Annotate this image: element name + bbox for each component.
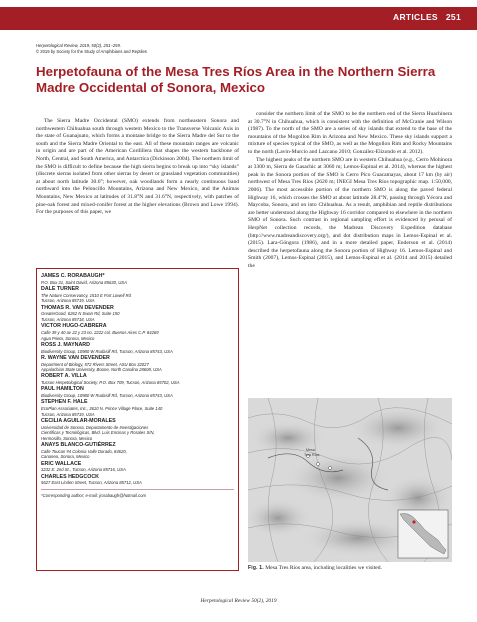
author-box [36, 268, 239, 571]
author-entry [41, 373, 234, 385]
page-footer: Herpetological Review 50(2), 2019 [200, 598, 277, 604]
author-affiliation: Universidad de Sonora, Departamento de Investigaciones [41, 424, 149, 430]
author-entry [41, 442, 234, 460]
journal-copyright: © 2019 by Society for the Study of Amphibians and Reptiles [36, 49, 147, 54]
author-entry [41, 461, 234, 473]
author-affiliation: GreaterGood, 6262 N Swan Rd, Suite 150 [41, 311, 120, 317]
author-entry [41, 273, 234, 285]
author-entry [41, 399, 234, 417]
author-affiliation: P.O. Box 31, Saint David, Arizona 85630, USA [41, 279, 127, 285]
author-name: CECILIA AGUILAR-MORALES [41, 417, 116, 424]
figure-caption-text: Mesa Tres Ríos area, including localities we visited. [265, 565, 382, 571]
journal-citation: Herpetological Review, 2019, 50(2), 251–259. [36, 43, 121, 48]
author-name: ERIC WALLACE [41, 460, 82, 467]
author-affiliation: Department of Biology, 572 Rivers Street, ASU Box 32027 [41, 361, 149, 367]
divider [41, 489, 234, 490]
author-entry [41, 286, 234, 304]
author-name: R. WAYNE VAN DEVENDER [41, 354, 110, 361]
author-entry [41, 323, 234, 341]
corresponding-author-note: *Corresponding author; e-mail: jrorabaugh@hotmail.com [41, 492, 147, 498]
author-name: STEPHEN F. HALE [41, 399, 88, 406]
author-affiliation: 3232 E. 2nd St., Tucson, Arizona 85716, USA [41, 467, 126, 473]
map-label: Tres Ríos [304, 453, 320, 457]
author-affiliation: Tucson, Arizona 85719, USA [41, 298, 95, 304]
author-name: CHARLES HEDGCOCK [41, 473, 99, 480]
body-paragraph: The Sierra Madre Occidental (SMO) extends from northeastern Sonora and northwestern Chihuahua south through western Mexico to the Transverse Volcanic Axis in the state of Guanajuato, which forms a montane bridge to the Sierra Madre del Sur to the south and the Sierra Madre Oriental to the east. All of these mountain ranges are volcanic in origin and are part of the American Cordillera that shapes the western backbone of North, Central, and South America, and Antarctica (Dickinson 2004). The northern limit of the SMO is difficult to define because the high sierra begins to break up into “sky islands” (discrete sierras isolated from other sierras by desert or grassland vegetation communities) at about north latitude 30.6°; however, oak woodlands form a nearly continuous band northward into the Peloncillo Mountains, Arizona and New Mexico, and the Animas Mountains, New Mexico at latitudes of 31.8°N and 31.6°N, respectively, with patches of pine-oak forest and mixed-conifer forest at the higher elevations (Brown and Lowe 1994). For the purposes of this paper, we [36, 118, 239, 216]
author-affiliation: EcoPlan Associates, Inc., 3610 N. Prince Village Place, Suite 140 [41, 406, 163, 412]
author-affiliation: Calle 39 y 40 av 22 y 23 no. 2222 col. Buenos Aires C.P. 84269 [41, 329, 159, 335]
author-affiliation: Biodiversity Group, 10980 W Rudasill Rd, Tucson, Arizona 85743, USA [41, 348, 173, 354]
author-name: ROBERT A. VILLA [41, 373, 87, 380]
author-affiliation: Calle Toucan #4 Colonia Valle Dorado, 84620, [41, 448, 127, 454]
author-affiliation: Agua Prieta, Sonora, Mexico [41, 335, 95, 341]
author-entry [41, 355, 234, 373]
figure-map [248, 398, 452, 562]
figure-caption [248, 565, 452, 572]
article-title: Herpetofauna of the Mesa Tres Ríos Area in the Northern Sierra Madre Occidental of Sonora, Mexico [36, 64, 436, 95]
section-label: ARTICLES [393, 12, 438, 22]
author-affiliation: Cananea, Sonora, Mexico [41, 454, 90, 460]
author-name: ROSS J. MAYNARD [41, 341, 90, 348]
author-entry [41, 386, 234, 398]
author-entry [41, 474, 234, 486]
author-affiliation: Tucson, Arizona 85718, USA [41, 316, 95, 322]
body-paragraph: The highest peaks of the northern SMO are in western Chihuahua (e.g., Cerro Mohinora at 3300 m, Sierra de Gasachic at 3060 m; Lemos-Espinal et al. 2014), whereas the highest peak in the Sonora portion of the SMO is Cerro Pico Guacamayas, about 17 km (by air) northwest of Mesa Tres Ríos (2620 m; INEGI Mesa Tres Ríos topographic map. 1:50,000, 2006). The most accessible portion of the northern SMO is along the paved federal Highway 16, which crosses the SMO at about latitude 28.4°N, passing through Yécora and Maycoba, Sonora, and on into Chihuahua. As a result, amphibian and reptile distributions are better understood along the Highway 16 corridor compared to elsewhere in the northern SMO of Sonora. Such contrast in regional sampling effort is evidenced by perusal of HerpNet collection records, the Madrean Discovery Expedition database (http://www.madreandiscovery.org/), and dot distribution maps in Lemos-Espinal et al. (2015). Lara-Góngora (1986), and in a more detailed paper, Enderson et al. (2014) described the herpetofauna along the Sonora portion of Highway 16. Lemos-Espinal and Smith (2007), Lemos-Espinal (2015), and Lemos-Espinal et al. (2014 and 2015) detailed the [248, 156, 452, 269]
author-entry [41, 342, 234, 354]
section-header [385, 12, 461, 24]
author-name: PAUL HAMILTON [41, 386, 84, 393]
body-paragraph: consider the northern limit of the SMO to be the northern end of the Sierra Huachinera at 30.7°N in Chihuahua, which is consistent with the definition of McCranie and Wilson (1987). To the north of the SMO are a series of sky islands that extend to the base of the mountains of the Mogollon Rim in Arizona and New Mexico. These sky islands support a mixture of species typical of the SMO, as well as the Mogollon Rim and Rocky Mountains to the north (Lavin-Murcio and Lazcano 2010; González-Elizondo et al. 2012). [248, 111, 452, 155]
author-entry [41, 305, 234, 323]
author-name: THOMAS R. VAN DEVENDER [41, 304, 114, 311]
author-name: VICTOR HUGO-CABRERA [41, 323, 107, 330]
body-column-left [36, 118, 239, 266]
author-affiliation: Tucson, Arizona 85719, USA [41, 411, 95, 417]
author-affiliation: Científicas y Tecnológicas, Blvd. Luis Encinas y Rosales S/N, [41, 430, 155, 436]
author-affiliation: The Nature Conservancy, 1510 E Fort Lowell Rd [41, 292, 131, 298]
figure-caption-label: Fig. 1. [248, 565, 264, 571]
author-affiliation: Hermosillo, Sonora, Mexico [41, 435, 93, 441]
terrain-map-graphic [248, 398, 452, 562]
author-name: JAMES C. RORABAUGH* [41, 273, 105, 279]
author-name: ANAYS BLANCO-GUTIÉRREZ [41, 442, 116, 448]
author-affiliation: Tucson Herpetological Society, P.O. Box 709, Tucson, Arizona 85702, USA [41, 380, 180, 386]
author-name: DALE TURNER [41, 285, 79, 292]
body-column-right [248, 111, 452, 393]
author-entry [41, 418, 234, 442]
author-affiliation: Appalachian State University, Boone, North Carolina 28608, USA [41, 367, 162, 373]
page-number: 251 [445, 12, 461, 22]
map-label: Mesa [306, 448, 315, 452]
author-affiliation: Biodiversity Group, 10980 W Rudasill Rd, Tucson, Arizona 85743, USA [41, 393, 173, 399]
author-affiliation: 5627 East Linden Street, Tucson, Arizona 85712, USA [41, 480, 142, 486]
